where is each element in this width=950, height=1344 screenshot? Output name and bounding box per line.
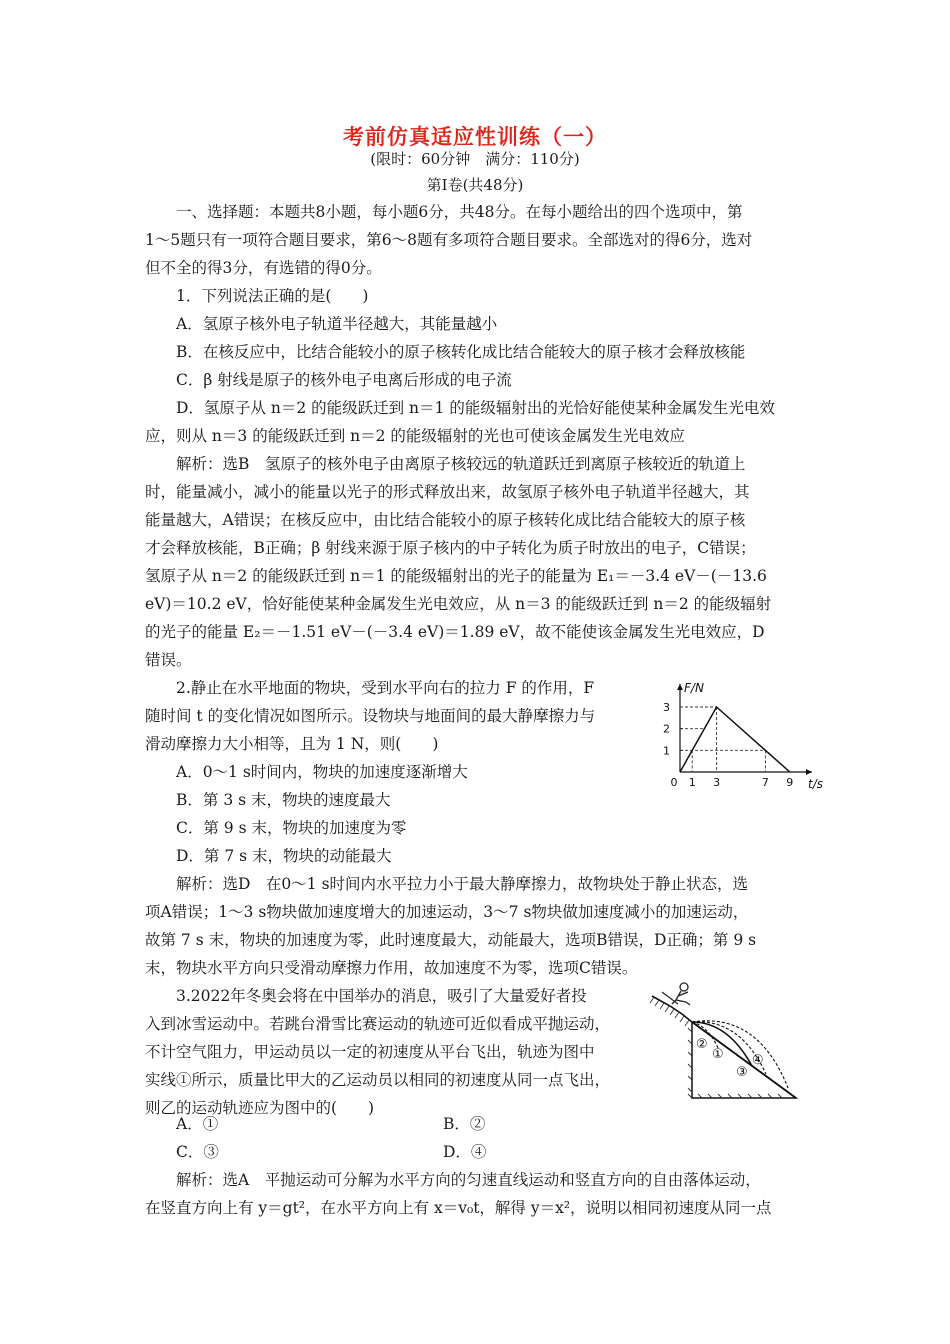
q1-answer-line: eV)＝10.2 eV，恰好能使某种金属发生光电效应，从 n＝3 的能级跃迁到 n＝2 的能级辐射 <box>145 595 772 613</box>
q1-option-d: D．氢原子从 n＝2 的能级跃迁到 n＝1 的能级辐射出的光恰好能使某种金属发生光电效 <box>176 399 775 417</box>
section-intro-line: 一、选择题：本题共8小题，每小题6分，共48分。在每小题给出的四个选项中，第 <box>176 203 743 221</box>
q1-answer-line: 的光子的能量 E₂＝－1.51 eV－(－3.4 eV)＝1.89 eV，故不能使该金属发生光电效应，D <box>145 623 765 641</box>
q3-stem-cont: 不计空气阻力，甲运动员以一定的初速度从平台飞出，轨迹为图中 <box>145 1043 595 1061</box>
x-axis-label: t/s <box>808 777 823 791</box>
trajectory-label: ④ <box>752 1053 764 1068</box>
q2-answer-line: 解析：选D 在0～1 s时间内水平拉力小于最大静摩擦力，故物块处于静止状态，选 <box>176 875 749 893</box>
q1-option-b: B．在核反应中，比结合能较小的原子核转化成比结合能较大的原子核才会释放核能 <box>176 343 746 361</box>
q2-option-c: C．第 9 s 末，物块的加速度为零 <box>176 819 407 837</box>
ski-jump-figure <box>648 978 810 1100</box>
trajectory-label: ③ <box>736 1065 748 1080</box>
q2-stem-cont: 随时间 t 的变化情况如图所示。设物块与地面间的最大静摩擦力与 <box>145 707 596 725</box>
q3-stem-cont: 实线①所示，质量比甲大的乙运动员以相同的初速度从同一点飞出， <box>145 1071 611 1089</box>
y-axis-label: F/N <box>684 681 704 695</box>
page-title: 考前仿真适应性训练（一） <box>343 124 607 149</box>
q3-option-d: D．④ <box>443 1143 487 1161</box>
q1-answer-line: 错误。 <box>145 651 192 669</box>
q1-option-c: C．β 射线是原子的核外电子电离后形成的电子流 <box>176 371 512 389</box>
q3-option-a: A．① <box>176 1115 219 1133</box>
q3-stem: 3.2022年冬奥会将在中国举办的消息，吸引了大量爱好者投 <box>176 987 587 1005</box>
q1-answer-line: 能量越大，A错误；在核反应中，由比结合能较小的原子核转化成比结合能较大的原子核 <box>145 511 746 529</box>
q2-answer-line: 末，物块水平方向只受滑动摩擦力作用，故加速度不为零，选项C错误。 <box>145 959 638 977</box>
skier-icon <box>662 983 690 1005</box>
force-time-graph <box>658 676 823 794</box>
q1-option-d-cont: 应，则从 n＝3 的能级跃迁到 n＝2 的能级辐射的光也可使该金属发生光电效应 <box>145 427 685 445</box>
y-tick-label: 3 <box>663 701 670 714</box>
trajectory-label: ① <box>712 1047 724 1062</box>
y-axis-arrow <box>677 684 683 690</box>
x-axis-arrow <box>806 769 812 775</box>
q2-answer-line: 故第 7 s 末，物块的加速度为零，此时速度最大，动能最大，选项B错误，D正确；第 9 s <box>145 931 757 949</box>
q1-answer-line: 解析：选B 氢原子的核外电子由离原子核较远的轨道跃迁到离原子核较近的轨道上 <box>176 455 746 473</box>
q3-stem-cont: 入到冰雪运动中。若跳台滑雪比赛运动的轨迹可近似看成平抛运动， <box>145 1015 611 1033</box>
q3-answer-line: 在竖直方向上有 y＝gt²，在水平方向上有 x＝v₀t，解得 y＝x²，说明以相同初速度从同一点 <box>145 1199 772 1217</box>
q1-answer-line: 时，能量减小，减小的能量以光子的形式释放出来，故氢原子核外电子轨道半径越大，其 <box>145 483 750 501</box>
x-tick-label: 9 <box>786 776 794 789</box>
section-intro-line: 1～5题只有一项符合题目要求，第6～8题有多项符合题目要求。全部选对的得6分，选对 <box>145 231 753 249</box>
time-limit: (限时：60分钟 满分：110分) <box>370 150 580 168</box>
q1-stem: 1．下列说法正确的是( ) <box>176 287 369 305</box>
x-tick-label: 0 <box>670 776 678 789</box>
volume-heading: 第Ⅰ卷(共48分) <box>426 176 524 194</box>
q1-answer-line: 氢原子从 n＝2 的能级跃迁到 n＝1 的能级辐射出的光子的能量为 E₁＝－3.4 eV－(－13.6 <box>145 567 767 585</box>
trajectory-label: ② <box>696 1037 708 1052</box>
q2-stem: 2.静止在水平地面的物块，受到水平向右的拉力 F 的作用，F <box>176 679 595 697</box>
q3-answer-line: 解析：选A 平抛运动可分解为水平方向的匀速直线运动和竖直方向的自由落体运动， <box>176 1171 761 1189</box>
platform-hatch <box>650 996 692 1026</box>
q1-option-a: A．氢原子核外电子轨道半径越大，其能量越小 <box>176 315 498 333</box>
x-tick-label: 3 <box>713 776 721 789</box>
force-series-line <box>680 707 790 772</box>
section-intro-line: 但不全的得3分，有选错的得0分。 <box>145 259 382 277</box>
q2-option-b: B．第 3 s 末，物块的速度最大 <box>176 791 391 809</box>
slope <box>688 1022 796 1098</box>
x-tick-label: 7 <box>761 776 769 789</box>
q2-option-d: D．第 7 s 末，物块的动能最大 <box>176 847 392 865</box>
q3-option-b: B．② <box>443 1115 486 1133</box>
q2-option-a: A．0～1 s时间内，物块的加速度逐渐增大 <box>176 763 468 781</box>
x-tick-label: 1 <box>688 776 696 789</box>
q3-stem-cont: 则乙的运动轨迹应为图中的( ) <box>145 1099 375 1117</box>
q1-answer-line: 才会释放核能，B正确；β 射线来源于原子核内的中子转化为质子时放出的电子，C错误； <box>145 539 756 557</box>
q3-option-c: C．③ <box>176 1143 219 1161</box>
q2-stem-cont: 滑动摩擦力大小相等，且为 1 N，则( ) <box>145 735 439 753</box>
q2-answer-line: 项A错误；1～3 s物块做加速度增大的加速运动，3～7 s物块做加速度减小的加速运动， <box>145 903 749 921</box>
y-tick-label: 1 <box>663 744 670 758</box>
y-tick-label: 2 <box>663 722 670 736</box>
